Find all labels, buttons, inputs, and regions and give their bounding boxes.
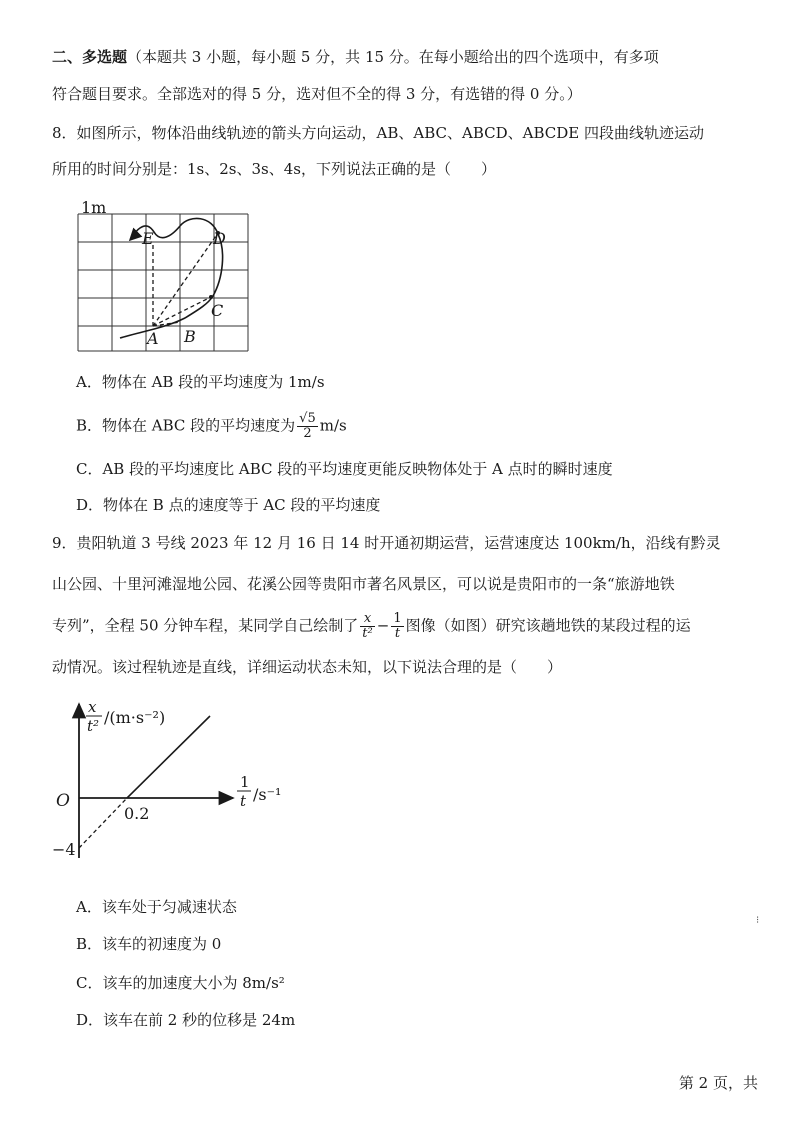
- q9-stem-3: [52, 612, 691, 641]
- page-footer: 第 2 页，共: [678, 1074, 758, 1092]
- graph-line-dashed: [79, 798, 127, 848]
- q9-option-c[interactable]: C．该车的加速度大小为 8m/s²: [76, 974, 285, 992]
- q8-option-d[interactable]: D．物体在 B 点的速度等于 AC 段的平均速度: [76, 496, 381, 514]
- dashed-displacements: [153, 233, 218, 326]
- q9-stem-3a: 专列”，全程 50 分钟车程，某同学自己绘制了: [52, 616, 359, 635]
- q9-option-d[interactable]: D．该车在前 2 秒的位移是 24m: [76, 1011, 296, 1029]
- y-label-num: x: [88, 698, 97, 716]
- x-over-t2-fraction: $\frac{x}{\text{t²}}$: [362, 611, 373, 641]
- graph-line-solid: [127, 716, 210, 798]
- x-label-num: 1: [240, 773, 250, 791]
- one-over-t-fraction: $\frac{1}{t}$: [393, 611, 402, 641]
- section-heading: 二、多选题: [52, 48, 128, 66]
- q8-option-b[interactable]: [76, 412, 347, 441]
- margin-mark: ⁝: [756, 915, 760, 926]
- scale-label: 1m: [81, 198, 107, 217]
- q8-option-c[interactable]: C．AB 段的平均速度比 ABC 段的平均速度更能反映物体处于 A 点时的瞬时速度: [76, 460, 613, 478]
- q8-option-b-unit: m/s: [319, 416, 347, 435]
- y-label-den: t²: [87, 717, 100, 735]
- q8-option-b-text: B．物体在 ABC 段的平均速度为: [76, 416, 296, 435]
- q9-option-b[interactable]: B．该车的初速度为 0: [76, 935, 222, 953]
- sqrt5-over-2-fraction: $\frac{√5}{2}$: [299, 411, 316, 441]
- q8-stem-1: 8．如图所示，物体沿曲线轨迹的箭头方向运动，AB、ABC、ABCD、ABCDE 四段曲线轨迹运动: [52, 124, 705, 142]
- trajectory-curve: [120, 218, 223, 338]
- q9-stem-1: 9．贵阳轨道 3 号线 2023 年 12 月 16 日 14 时开通初期运营，运营速度达 100km/h，沿线有黔灵: [52, 534, 721, 552]
- q9-graph: [48, 698, 318, 868]
- x-tick-label: 0.2: [124, 804, 150, 823]
- point-a-label: A: [147, 329, 159, 348]
- x-label-unit: /s⁻¹: [253, 785, 282, 804]
- section-heading-line: [52, 46, 659, 68]
- origin-label: O: [56, 791, 70, 811]
- q9-option-a[interactable]: A．该车处于匀减速状态: [76, 898, 237, 916]
- y-label-unit: /(m·s⁻²): [104, 708, 166, 727]
- section-intro-1: （本题共 3 小题，每小题 5 分，共 15 分。在每小题给出的四个选项中，有多项: [127, 48, 659, 66]
- point-b-label: B: [184, 327, 196, 346]
- q8-stem-2: 所用的时间分别是：1s、2s、3s、4s，下列说法正确的是（ ）: [52, 160, 496, 178]
- point-e-label: E: [142, 229, 154, 248]
- y-tick-label: −4: [52, 840, 76, 859]
- point-d-label: D: [213, 229, 226, 248]
- section-intro-2: 符合题目要求。全部选对的得 5 分，选对但不全的得 3 分，有选错的得 0 分。）: [52, 85, 582, 103]
- q9-stem-3b: 图像（如图）研究该趟地铁的某段过程的运: [405, 616, 691, 635]
- q9-stem-2: 山公园、十里河滩湿地公园、花溪公园等贵阳市著名风景区，可以说是贵阳市的一条“旅游地铁: [52, 575, 675, 593]
- point-c-label: C: [211, 301, 224, 320]
- q9-dash: −: [376, 616, 390, 635]
- q9-stem-4: 动情况。该过程轨迹是直线，详细运动状态未知，以下说法合理的是（ ）: [52, 658, 563, 676]
- q8-trajectory-figure: [50, 196, 270, 356]
- x-label-den: t: [240, 792, 247, 810]
- q8-option-a[interactable]: A．物体在 AB 段的平均速度为 1m/s: [76, 373, 325, 391]
